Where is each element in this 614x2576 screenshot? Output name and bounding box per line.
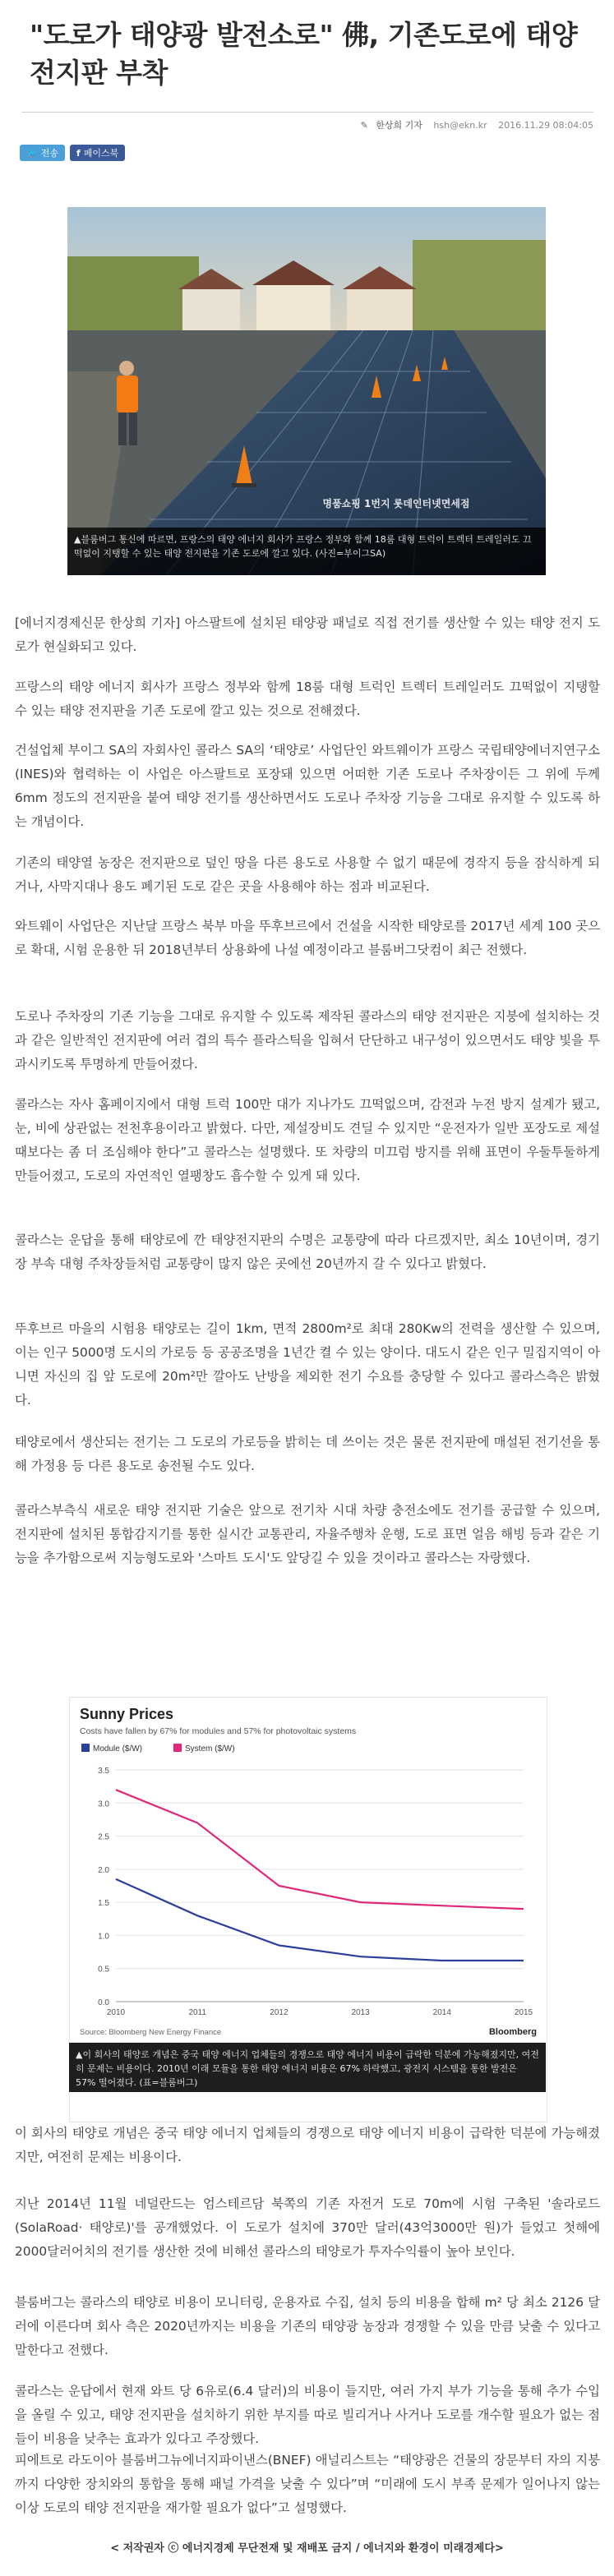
paragraph bbox=[15, 1431, 600, 1478]
pen-icon: ✎ bbox=[360, 120, 368, 131]
x-tick-label: 2014 bbox=[432, 2008, 451, 2017]
y-tick-label: 3.0 bbox=[98, 1800, 109, 1809]
legend-label: System ($/W) bbox=[185, 1744, 235, 1753]
chart-source: Source: Bloomberg New Energy Finance bbox=[80, 2028, 222, 2037]
y-tick-label: 2.5 bbox=[98, 1832, 109, 1842]
paragraph-text: 콜라스는 운답을 통해 태양로에 깐 태양전지판의 수명은 교통량에 따라 다르겠지만, 최소 10년이며, 경기장 부속 대형 주차장들처럼 교통량이 많지 않은 곳에선 20년까지 갈 수 있다고 밝혔다. bbox=[15, 1233, 600, 1271]
photo-watermark: 명품쇼핑 1번지 롯데인터넷면세점 bbox=[322, 498, 470, 509]
y-tick-label: 2.0 bbox=[98, 1865, 109, 1875]
paragraph bbox=[15, 2449, 600, 2520]
paragraph-text: 도로나 주차장의 기존 기능을 그대로 유지할 수 있도록 제작된 콜라스의 태양 전지판은 지붕에 설치하는 것과 같은 일반적인 전지판에 여러 겹의 특수 플라스틱을 입혀서 단단하고 내구성이 있으면서도 태양 빛을 투과시키도록 투명하게 만들어졌다. bbox=[15, 1009, 600, 1071]
x-tick-label: 2011 bbox=[188, 2008, 206, 2017]
paragraph bbox=[15, 2192, 600, 2264]
copyright-note: < 저작권자 ⓒ 에너지경제 무단전재 및 재배포 금지 / 에너지와 환경이 미래경제다> bbox=[110, 2542, 504, 2555]
x-tick-label: 2010 bbox=[106, 2008, 126, 2017]
legend-label: Module ($/W) bbox=[93, 1744, 143, 1753]
paragraph-text: 프랑스의 태양 에너지 회사가 프랑스 정부와 함께 18룸 대형 트럭인 트렉터 트레일러도 끄떡없이 지탱할 수 있는 태양 전지판을 기존 도로에 깔고 있는 것으로 전해졌다. bbox=[15, 680, 600, 718]
y-tick-label: 1.5 bbox=[98, 1899, 109, 1909]
x-axis bbox=[107, 2002, 533, 2017]
paragraph bbox=[15, 739, 600, 834]
price-chart-svg bbox=[70, 1698, 547, 2043]
paragraph-text: [에너지경제신문 한상희 기자] 아스팔트에 설치된 태양광 패널로 직접 전기를 생산할 수 있는 태양 전지 도로가 현실화되고 있다. bbox=[15, 615, 600, 654]
facebook-share-label: 페이스북 bbox=[83, 148, 119, 159]
paragraph bbox=[15, 2380, 600, 2451]
x-tick-label: 2013 bbox=[351, 2008, 370, 2017]
paragraph-text: 지난 2014년 11월 네덜란드는 엄스테르담 북쪽의 기존 자전거 도로 70m에 시험 구축된 '솔라로드(SolaRoad· 태양로)'를 공개했었다. 이 도로가 설치에 370만 달러(43억3000만 원)가 들었고 첫해에 2000달러어치의 전기를 생산한 것에 비해선 콜라스의 태양로가 투자수익률이 높아 보인다. bbox=[15, 2196, 600, 2259]
series-line-system bbox=[116, 1790, 524, 1909]
paragraph bbox=[15, 1228, 600, 1276]
paragraph bbox=[15, 1093, 600, 1188]
chart-title: Sunny Prices bbox=[80, 1706, 174, 1722]
paragraph bbox=[15, 2291, 600, 2362]
paragraph bbox=[15, 611, 600, 659]
paragraph-text: 건설업체 부이그 SA의 자회사인 콜라스 SA의 ‘태양로’ 사업단인 와트웨이가 프랑스 국립태양에너지연구소(INES)와 협력하는 이 사업은 아스팔트로 포장돼 있으면 어떠한 기존 도로나 주차장이든 그 위에 두께 6mm 정도의 전지판을 붙여 태양 전기를 생산하면서도 도로나 주차장 기능을 그대로 유지할 수 있도록 하는 개념이다. bbox=[15, 743, 600, 829]
paragraph bbox=[15, 1005, 600, 1076]
y-tick-label: 0.5 bbox=[98, 1965, 109, 1975]
chart-subtitle: Costs have fallen by 67% for modules and 57% for photovoltaic systems bbox=[80, 1726, 357, 1736]
paragraph-text: 태양로에서 생산되는 전기는 그 도로의 가로등을 밝히는 데 쓰이는 것은 물론 전지판에 매설된 전기선을 통해 가정용 등 다른 용도로 송전될 수도 있다. bbox=[15, 1435, 600, 1473]
y-tick-label: 0.0 bbox=[98, 1998, 109, 2007]
title-block bbox=[30, 16, 589, 92]
author-name: 한상희 기자 bbox=[376, 120, 422, 131]
author-email[interactable]: hsh@ekn.kr bbox=[433, 120, 487, 131]
paragraph-text: 기존의 태양열 농장은 전지판으로 덮인 땅을 다른 용도로 사용할 수 없기 때문에 경작지 등을 잠식하게 되거나, 사막지대나 용도 폐기된 도로 같은 곳을 사용해야 하는 점과 비교된다. bbox=[15, 855, 600, 894]
paragraph bbox=[15, 915, 600, 962]
article-title: "도로가 태양광 발전소로" 佛, 기존도로에 태양 전지판 부착 bbox=[30, 19, 578, 89]
paragraph-text: 콜라스부측식 새로운 태양 전지판 기술은 앞으로 전기차 시대 차량 충전소에도 전기를 공급할 수 있으며, 전지판에 설치된 통합감지기를 통한 실시간 교통관리, 자율주행차 운행, 도로 표면 얼음 해빙 등과 같은 기능을 추가함으로써 지능형도로와 '스마트 도시'도 앞당길 수 있을 것이라고 콜라스는 자랑했다. bbox=[15, 1503, 600, 1565]
paragraph bbox=[15, 1499, 600, 1570]
chart-legend bbox=[81, 1744, 235, 1753]
paragraph-text: 콜라스는 운답에서 현재 와트 당 6유로(6.4 달러)의 비용이 들지만, 여러 가지 부가 기능을 통해 추가 수입을 올릴 수 있고, 태양 전지판을 설치하기 위한 부지를 따로 빌리거나 사거나 도로를 개수할 필요가 없는 점들이 비용을 낮추는 효과가 있다고 주장했다. bbox=[15, 2384, 600, 2446]
publish-date: 2016.11.29 08:04:05 bbox=[498, 120, 593, 131]
paragraph bbox=[15, 675, 600, 723]
twitter-share-label: 전송 bbox=[40, 148, 58, 159]
twitter-share-button[interactable] bbox=[20, 145, 65, 161]
series-line-module bbox=[116, 1879, 524, 1961]
y-tick-label: 3.5 bbox=[98, 1767, 109, 1776]
chart-caption: ▲이 회사의 태양로 개념은 중국 태양 에너지 업체들의 경쟁으로 태양 에너지 비용이 급락한 덕분에 가능해졌지만, 여전히 문제는 비용이다. 2010년 이래 모듈을 통한 태양 에너지 비용은 67% 하락했고, 광전지 시스템을 통한 발전은 57% 떨어졌다. (표=블룸버그) bbox=[69, 2043, 546, 2092]
article-photo bbox=[67, 207, 546, 575]
photo-caption: ▲블룸버그 통신에 따르면, 프랑스의 태양 에너지 회사가 프랑스 정부와 함께 18룸 대형 트럭이 트렉터 트레일러도 끄떡없이 지탱할 수 있는 태양 전지판을 기존 도로에 깔고 있다. (사진=부이그SA) bbox=[67, 528, 546, 575]
share-bar bbox=[20, 145, 125, 161]
x-tick-label: 2015 bbox=[514, 2008, 533, 2017]
facebook-icon: f bbox=[76, 147, 81, 159]
x-tick-label: 2012 bbox=[270, 2008, 289, 2017]
paragraph-text: 와트웨이 사업단은 지난달 프랑스 북부 마을 뚜후브르에서 건설을 시작한 태양로를 2017년 세계 100 곳으로 확대, 시험 운용한 뒤 2018년부터 상용화에 나설 예정이라고 블룸버그닷컴이 최근 전했다. bbox=[15, 919, 600, 957]
paragraph bbox=[15, 1317, 600, 1412]
y-tick-label: 1.0 bbox=[98, 1932, 109, 1942]
paragraph-text: 콜라스는 자사 홈페이지에서 대형 트럭 100만 대가 지나가도 끄떡없으며, 감전과 누전 방지 설계가 됐고, 눈, 비에 상관없는 전천후용이라고 밝혔다. 다만, 제설장비도 견딜 수 있지만 “운전자가 일반 포장도로 제설 때보다는 좀 더 조심해야 한다”고 콜라스는 설명했다. 또 차량의 미끄럼 방지를 위해 표면이 우둘투둘하게 만들어졌고, 도로의 자연적인 열팽창도 흡수할 수 있게 돼 있다. bbox=[15, 1097, 600, 1183]
twitter-icon: 🐦 bbox=[26, 147, 38, 159]
paragraph bbox=[15, 2122, 600, 2169]
paragraph-text: 블룸버그는 콜라스의 태양로 비용이 모니터링, 운용자료 수집, 설치 등의 비용을 합해 m² 당 최소 2126 달러에 이른다며 회사 측은 2020년까지는 비용을 기존의 태양광 농장과 경쟁할 수 있을 만큼 낮출 수 있다고 말한다고 전했다. bbox=[15, 2295, 600, 2357]
legend-swatch bbox=[173, 1744, 182, 1752]
byline bbox=[21, 112, 593, 135]
chart-brand: Bloomberg bbox=[488, 2027, 537, 2037]
y-axis bbox=[98, 1767, 109, 2007]
paragraph bbox=[15, 851, 600, 899]
chart-grid bbox=[116, 1770, 524, 2002]
legend-swatch bbox=[81, 1744, 90, 1752]
paragraph-text: 이 회사의 태양로 개념은 중국 태양 에너지 업체들의 경쟁으로 태양 에너지 비용이 급락한 덕분에 가능해졌지만, 여전히 문제는 비용이다. bbox=[15, 2126, 600, 2164]
solar-road-photo bbox=[67, 207, 546, 575]
paragraph-text: 피에트로 라도이아 블룸버그뉴에너지파이낸스(BNEF) 애널리스트는 “태양광은 건물의 장문부터 자의 지붕까지 다양한 장치와의 통합을 통해 패널 가격을 낮출 수 있다”며 “미래에 도시 부족 문제가 일어나지 않는 이상 도로의 태양 전지판을 재가할 필요가 없다”고 설명했다. bbox=[15, 2453, 600, 2515]
facebook-share-button[interactable] bbox=[70, 145, 125, 161]
paragraph-text: 뚜후브르 마을의 시험용 태양로는 길이 1km, 면적 2800m²로 최대 280Kw의 전력을 생산할 수 있으며, 이는 인구 5000명 도시의 가로등 등 공공조명을 1년간 켤 수 있는 양이다. 대도시 같은 인구 밀집지역이 아니면 자신의 집 앞 도로에 20m²만 깔아도 난방을 제외한 전기 수요를 충당할 수 있다고 콜라스측은 밝혔다. bbox=[15, 1321, 600, 1408]
